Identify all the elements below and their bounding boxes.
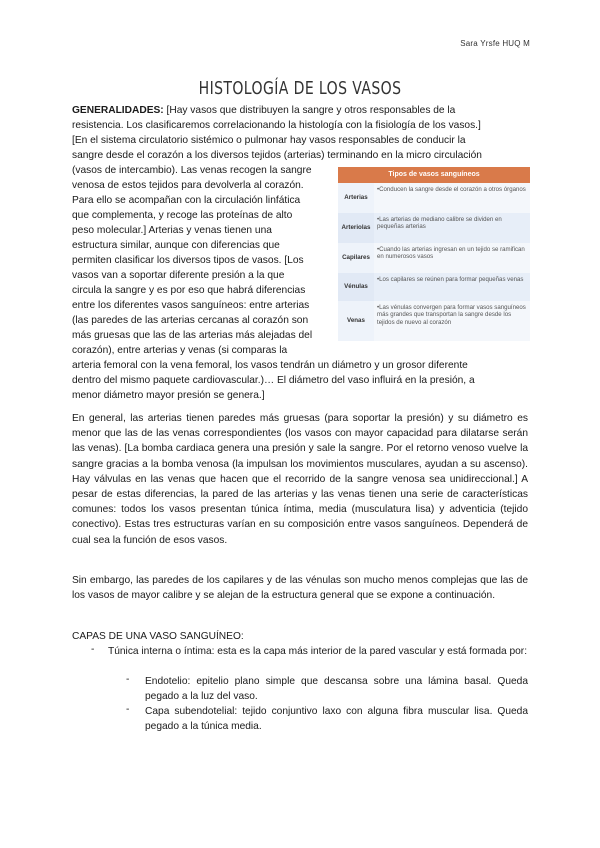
intro-heading: GENERALIDADES: [72,105,164,116]
vessel-types-table [338,167,530,341]
intro-line-15: (las paredes de las arterias cercanas al corazón son [72,315,309,326]
intro-line-4: sangre desde el corazón a los diversos tejidos (arterias) terminando en la micro circulación [72,150,482,161]
row-name: Venas [338,301,374,341]
intro-line-18: arteria femoral con la vena femoral, los vasos tendrán un diámetro y un grosor diferente [72,360,468,371]
intro-line-13: circula la sangre y es por eso que habrá diferencias [72,285,306,296]
intro-line-1: GENERALIDADES: [Hay vasos que distribuyen la sangre y otros responsables de la [72,105,456,116]
row-desc: •Las arterias de mediano calibre se dividen en pequeñas arterias [374,213,530,243]
intro-line-20: menor diámetro mayor presión se genera.] [72,390,265,401]
list-dash: - [91,644,95,655]
intro-line-16: más gruesas que las de las arterias más alejadas del [72,330,313,341]
table-row [338,273,530,301]
row-desc: •Los capilares se reúnen para formar pequeñas venas [374,273,530,301]
intro-line-14: entre los diferentes vasos sanguíneos: entre arterias [72,300,310,311]
paragraph-general: En general, las arterias tienen paredes más gruesas (para soportar la presión) y su diámetro es menor que las de las venas correspondientes (los vasos con mayor capacidad para dilatarse serán las venas). [La bomba cardiaca genera una presión y sale la sangre. Por el retorno venoso vuelve la sangre gracias a la bomba venosa (la impulsan los movimientos musculares, ayudan a su ascenso). Hay válvulas en las venas que hacen que el recorrido de la sangre venosa sea unidireccional.] A pesar de estas diferencias, la pared de las arterias y las venas tienen una serie de características comunes: todos los vasos presentan túnica íntima, media (musculatura lisa) y adventicia (tejido conectivo). Estas tres estructuras varían en su composición entre vasos sanguíneos. Dependerá de cual sea la función de esos vasos. [72,413,528,546]
row-desc: •Cuando las arterias ingresan en un tejido se ramifican en numerosos vasos [374,243,530,273]
layers-heading: CAPAS DE UNA VASO SANGUÍNEO: [72,631,244,642]
intro-line-12: vasos van a soportar diferente presión a la que [72,270,285,281]
row-name: Vénulas [338,273,374,301]
page-title: HISTOLOGÍA DE LOS VASOS [198,78,402,99]
row-name: Arteriolas [338,213,374,243]
intro-line-5: (vasos de intercambio). Las venas recogen la sangre [72,165,312,176]
paragraph-capillaries: Sin embargo, las paredes de los capilares y de las vénulas son mucho menos complejas que las de los vasos de mayor calibre y se alejan de la estructura general que se expone a continuación. [72,575,528,602]
row-desc: •Conducen la sangre desde el corazón a otros órganos [374,183,530,213]
sublayer-endothelium: Endotelio: epitelio plano simple que descansa sobre una lámina basal. Queda pegado a la luz del vaso. [145,676,528,703]
intro-line-3: [En el sistema circulatorio sistémico o pulmonar hay vasos responsables de conducir la [72,135,466,146]
intro-line-10: estructura similar, aunque con diferencias que [72,240,280,251]
table-row [338,183,530,213]
sublayer-subendothelial: Capa subendotelial: tejido conjuntivo laxo con alguna fibra muscular lisa. Queda pegado a la túnica media. [145,706,528,733]
intro-line-17: corazón), entre arterias y venas (si comparas la [72,345,288,356]
intro-line-8: que complementa, y recoge las proteínas de alto [72,210,293,221]
row-name: Capilares [338,243,374,273]
intro-line-6: venosa de estos tejidos para devolverla al corazón. [72,180,304,191]
intro-line-7: Para ello se acompañan con la circulación linfática [72,195,301,206]
row-desc: •Las vénulas convergen para formar vasos sanguíneos más grandes que transportan la sangre desde los tejidos de nuevo al corazón [374,301,530,341]
list-dash: - [126,674,130,685]
intro-line-9: peso molecular.] Arterias y venas tienen una [72,225,272,236]
intro-line-2: resistencia. Los clasificaremos correlacionando la histología con la fisiología de los vasos.] [72,120,481,131]
table-row [338,213,530,243]
table-row [338,301,530,341]
table-row [338,243,530,273]
table-header: Tipos de vasos sanguíneos [338,167,530,183]
layer-item-intima: Túnica interna o íntima: esta es la capa más interior de la pared vascular y está formada por: [108,646,528,657]
intro-line-19: dentro del mismo paquete cardiovascular.)… El diámetro del vaso influirá en la presión, a [72,375,475,386]
list-dash: - [126,704,130,715]
intro-line-11: permiten clasificar los diversos tipos de vasos. [Los [72,255,304,266]
row-name: Arterias [338,183,374,213]
author-name: Sara Yrsfe HUQ M [460,39,530,48]
